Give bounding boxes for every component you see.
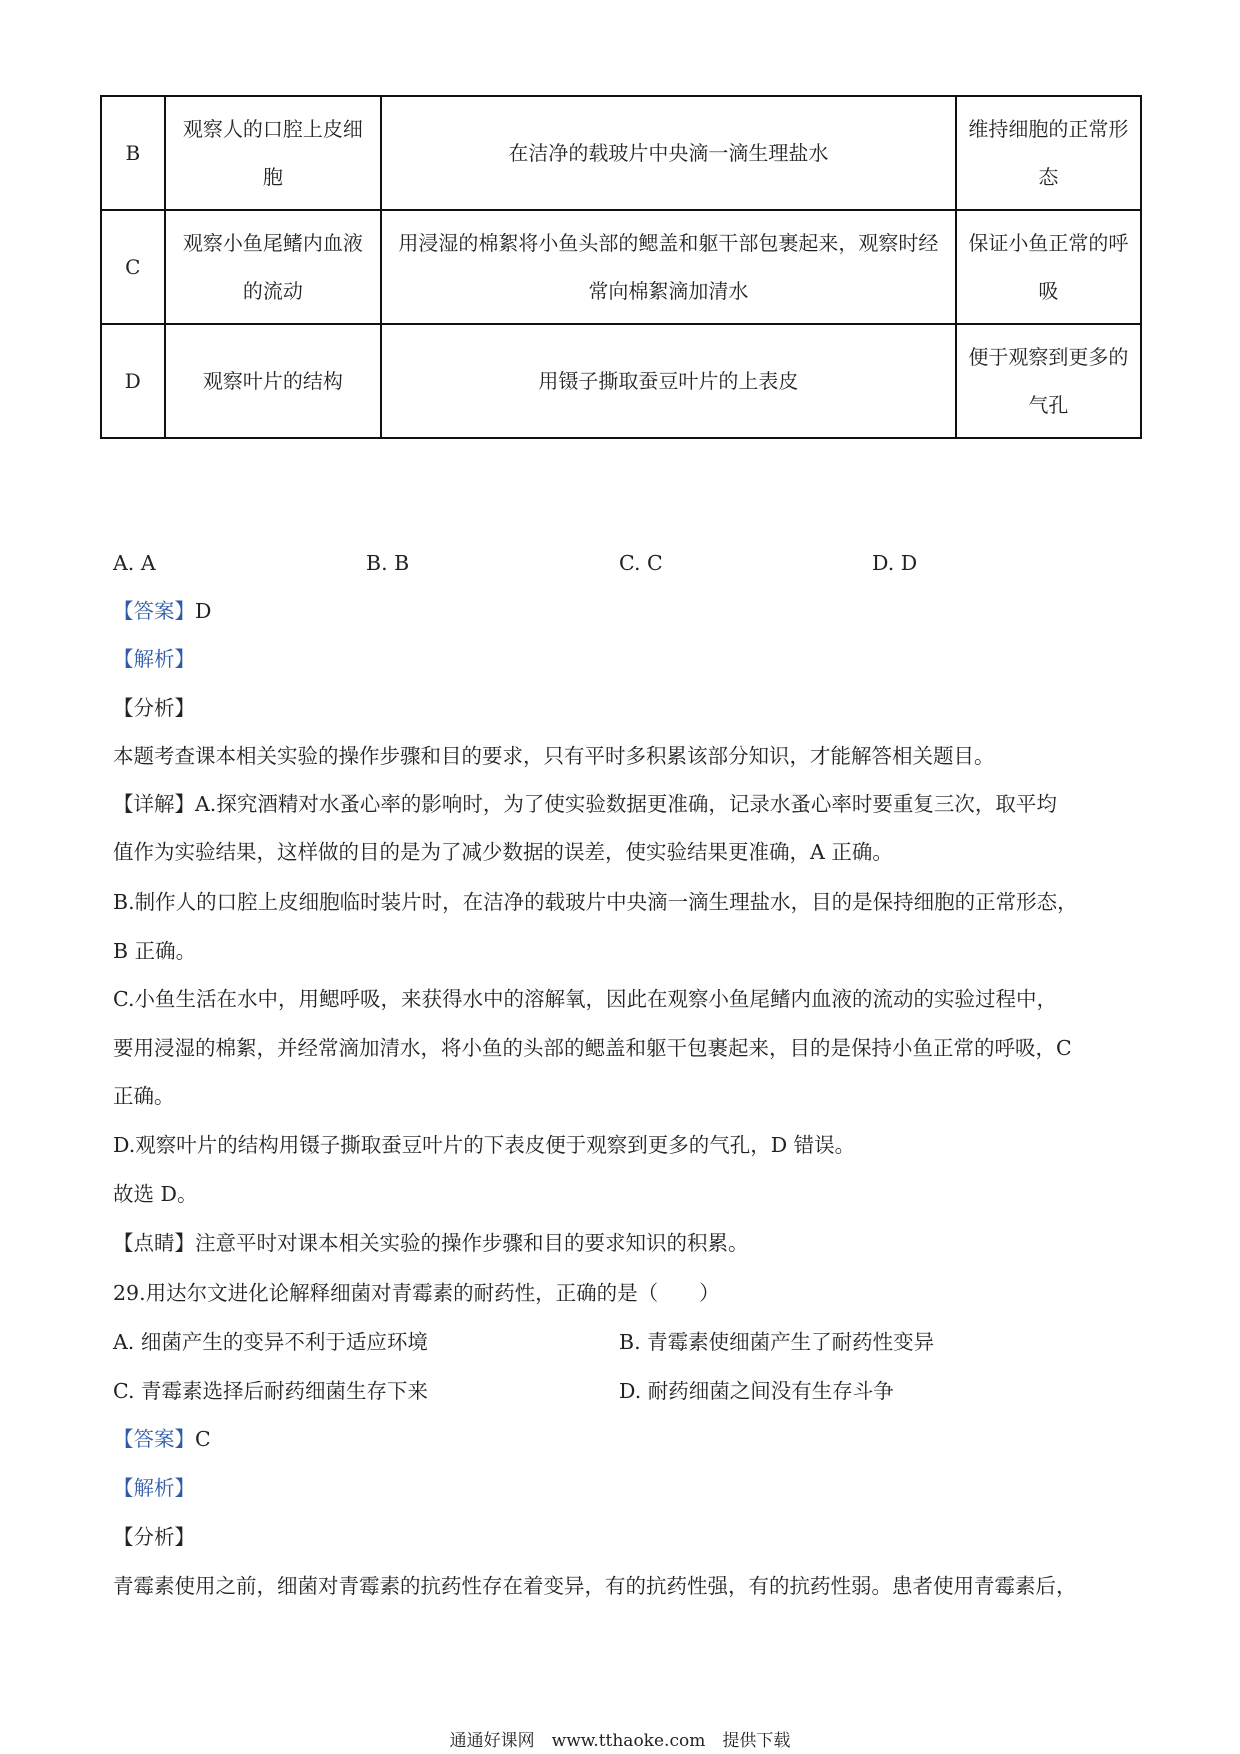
detail-line-6: 要用浸湿的棉絮，并经常滴加清水，将小鱼的头部的鳃盖和躯干包裹起来，目的是保持小鱼正常的呼吸，C: [113, 1036, 1072, 1060]
dianjing-line: [113, 1229, 749, 1257]
answer-value: D: [195, 599, 212, 623]
experiment-table: [100, 95, 1142, 439]
detail-line-1: [113, 790, 1057, 818]
fenxi-tag: 【分析】: [113, 696, 195, 720]
table-row: [101, 324, 1141, 438]
detail-line-8: D.观察叶片的结构用镊子撕取蚕豆叶片的下表皮便于观察到更多的气孔，D 错误。: [113, 1133, 856, 1157]
option-a: A. A: [113, 551, 156, 575]
footer-source: 通通好课网 www.tthaoke.com 提供下载: [449, 1731, 791, 1751]
row-id: D: [101, 324, 165, 438]
detail-line-4: B 正确。: [113, 939, 197, 963]
q29-stem: 29.用达尔文进化论解释细菌对青霉素的耐药性，正确的是（ ）: [113, 1281, 720, 1305]
q29-option-d: D. 耐药细菌之间没有生存斗争: [619, 1379, 894, 1403]
row-operation: 用浸湿的棉絮将小鱼头部的鳃盖和躯干部包裹起来，观察时经常向棉絮滴加清水: [381, 210, 956, 324]
detail-line-5: C.小鱼生活在水中，用鳃呼吸，来获得水中的溶解氧，因此在观察小鱼尾鳍内血液的流动的实验过程中，: [113, 987, 1057, 1011]
table-row: [101, 210, 1141, 324]
dianjing-text: 注意平时对课本相关实验的操作步骤和目的要求知识的积累。: [195, 1231, 749, 1255]
row-operation: 用镊子撕取蚕豆叶片的上表皮: [381, 324, 956, 438]
q29-analysis-tag: 【解析】: [113, 1476, 195, 1500]
row-id: B: [101, 96, 165, 210]
detail-line-2: 值作为实验结果，这样做的目的是为了减少数据的误差，使实验结果更准确，A 正确。: [113, 840, 893, 864]
q29-answer-value: C: [195, 1427, 211, 1451]
row-purpose: 便于观察到更多的气孔: [956, 324, 1141, 438]
q29-fenxi-text: 青霉素使用之前，细菌对青霉素的抗药性存在着变异，有的抗药性强，有的抗药性弱。患者使用青霉素后，: [113, 1574, 1077, 1598]
option-b: B. B: [366, 551, 410, 575]
row-experiment: 观察叶片的结构: [165, 324, 381, 438]
q29-answer-line: [113, 1425, 211, 1453]
table-row: [101, 96, 1141, 210]
option-c: C. C: [619, 551, 663, 575]
analysis-tag: 【解析】: [113, 647, 195, 671]
detail-line-3: B.制作人的口腔上皮细胞临时装片时，在洁净的载玻片中央滴一滴生理盐水，目的是保持细胞的正常形态，: [113, 890, 1078, 914]
conclusion: 故选 D。: [113, 1182, 198, 1206]
answer-line: [113, 597, 211, 625]
answer-tag: 【答案】: [113, 599, 195, 623]
q29-option-c: C. 青霉素选择后耐药细菌生存下来: [113, 1379, 428, 1403]
q29-answer-tag: 【答案】: [113, 1427, 195, 1451]
q29-fenxi-tag: 【分析】: [113, 1525, 195, 1549]
row-operation: 在洁净的载玻片中央滴一滴生理盐水: [381, 96, 956, 210]
dianjing-tag: 【点睛】: [113, 1231, 195, 1255]
detail-text: A.探究酒精对水蚤心率的影响时，为了使实验数据更准确，记录水蚤心率时要重复三次，取平均: [195, 792, 1057, 816]
row-experiment: 观察小鱼尾鳍内血液的流动: [165, 210, 381, 324]
row-purpose: 保证小鱼正常的呼吸: [956, 210, 1141, 324]
fenxi-text: 本题考查课本相关实验的操作步骤和目的要求，只有平时多积累该部分知识，才能解答相关题目。: [113, 744, 995, 768]
row-id: C: [101, 210, 165, 324]
detail-line-7: 正确。: [113, 1084, 175, 1108]
option-d: D. D: [872, 551, 918, 575]
row-purpose: 维持细胞的正常形态: [956, 96, 1141, 210]
q29-option-b: B. 青霉素使细菌产生了耐药性变异: [619, 1330, 935, 1354]
q29-option-a: A. 细菌产生的变异不利于适应环境: [113, 1330, 428, 1354]
row-experiment: 观察人的口腔上皮细胞: [165, 96, 381, 210]
detail-tag: 【详解】: [113, 792, 195, 816]
